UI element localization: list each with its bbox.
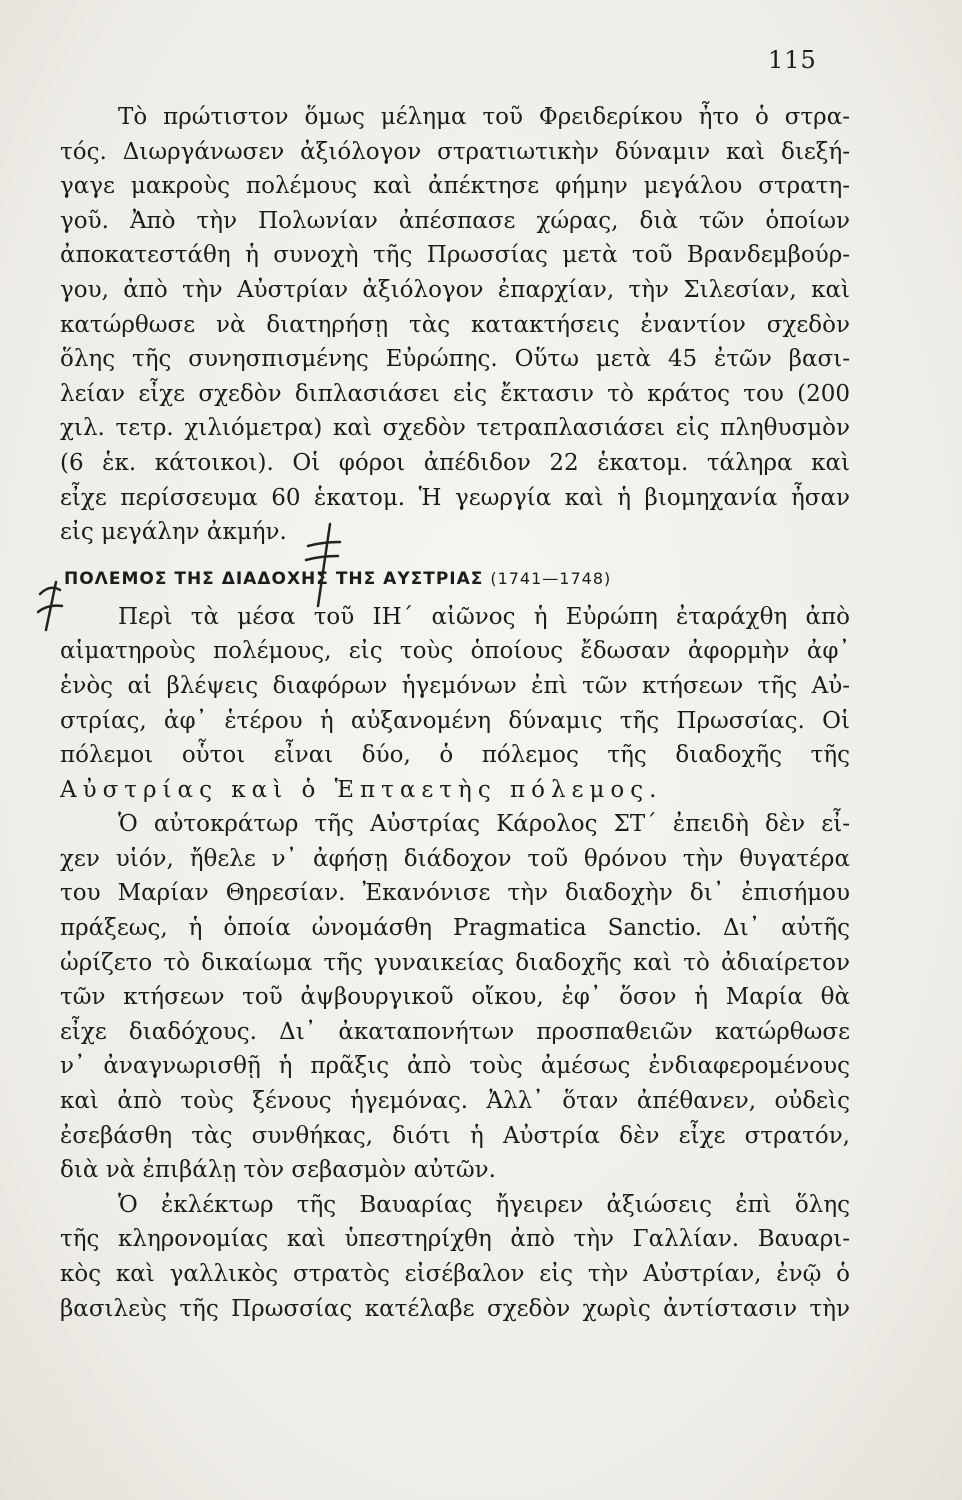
- paragraph-line: κὸς καὶ γαλλικὸς στρατὸς εἰσέβαλον εἰς τὴν Αὐστρίαν, ἐνῷ ὁ: [60, 1261, 850, 1287]
- paragraph-line: ν᾽ ἀναγνωρισθῇ ἡ πρᾶξις ἀπὸ τοὺς ἀμέσως ἐνδιαφερομένους: [60, 1053, 850, 1080]
- paragraph-line: του Μαρίαν Θηρεσίαν. Ἐκανόνισε τὴν διαδοχὴν δι᾽ ἐπισήμου: [60, 880, 850, 907]
- paragraph-line: ὅλης τῆς συνησπισμένης Εὐρώπης. Οὕτω μετὰ 45 ἐτῶν βασι-: [60, 346, 850, 373]
- paragraph-line: βασιλεὺς τῆς Πρωσσίας κατέλαβε σχεδὸν χωρὶς ἀντίστασιν τὴν: [60, 1295, 850, 1322]
- page-number: 115: [768, 46, 817, 74]
- paragraph-line: Ὁ ἐκλέκτωρ τῆς Βαυαρίας ἤγειρεν ἀξιώσεις ἐπὶ ὅλης: [118, 1191, 850, 1218]
- paragraph-line: πράξεως, ἡ ὁποία ὠνομάσθη Pragmatica Sanctio. Δι᾽ αὐτῆς: [60, 915, 850, 942]
- paragraph-line: εἰς μεγάλην ἀκμήν.: [60, 519, 287, 546]
- pencil-mark-icon: [300, 520, 350, 610]
- paragraph-line: καὶ ἀπὸ τοὺς ξένους ἡγεμόνας. Ἀλλ᾽ ὅταν ἀπέθανεν, οὐδεὶς: [60, 1088, 850, 1115]
- paragraph-line: αἱματηροὺς πολέμους, εἰς τοὺς ὁποίους ἔδωσαν ἀφορμὴν ἀφ᾽: [60, 638, 850, 665]
- paragraph-line: εἶχε διαδόχους. Δι᾽ ἀκαταπονήτων προσπαθειῶν κατώρθωσε: [60, 1018, 850, 1045]
- paragraph-line: εἶχε περίσσευμα 60 ἑκατομ. Ἡ γεωργία καὶ ἡ βιομηχανία ἦσαν: [60, 484, 850, 511]
- section-heading-years: (1741—1748): [490, 568, 612, 588]
- section-heading: [60, 558, 850, 600]
- paragraph-line: Αὐστρίας καὶ ὁ Ἑπταετὴς πόλεμος.: [60, 776, 663, 803]
- paragraph-line: Περὶ τὰ μέσα τοῦ ΙΗ΄ αἰῶνος ἡ Εὐρώπη ἐταράχθη ἀπὸ: [118, 603, 850, 630]
- paragraph-line: (6 ἑκ. κάτοικοι). Οἱ φόροι ἀπέδιδον 22 ἑκατομ. τάληρα καὶ: [60, 449, 850, 476]
- paragraph-line: χεν υἱόν, ἤθελε ν᾽ ἀφήσῃ διάδοχον τοῦ θρόνου τὴν θυγατέρα: [60, 845, 850, 872]
- paragraph-line: ἐσεβάσθη τὰς συνθήκας, διότι ἡ Αὐστρία δὲν εἶχε στρατόν,: [60, 1122, 850, 1149]
- paragraph-line: γαγε μακροὺς πολέμους καὶ ἀπέκτησε φήμην μεγάλου στρατη-: [60, 173, 850, 200]
- paragraph-line: τῆς κληρονομίας καὶ ὑπεστηρίχθη ἀπὸ τὴν Γαλλίαν. Βαυαρι-: [60, 1226, 850, 1253]
- paragraph-line: γοῦ. Ἀπὸ τὴν Πολωνίαν ἀπέσπασε χώρας, διὰ τῶν ὁποίων: [60, 207, 850, 234]
- paragraph-line: Ὁ αὐτοκράτωρ τῆς Αὐστρίας Κάρολος ΣΤ΄ ἐπειδὴ δὲν εἶ-: [118, 811, 850, 838]
- paragraph-line: χιλ. τετρ. χιλιόμετρα) καὶ σχεδὸν τετραπλασιάσει εἰς πληθυσμὸν: [60, 415, 850, 442]
- paragraph-line: τῶν κτήσεων τοῦ ἀψβουργικοῦ οἴκου, ἐφ᾽ ὅσον ἡ Μαρία θὰ: [60, 984, 850, 1011]
- paragraph-line: ὡρίζετο τὸ δικαίωμα τῆς γυναικείας διαδοχῆς καὶ τὸ ἀδιαίρετον: [60, 949, 850, 976]
- paragraph-line: τός. Διωργάνωσεν ἀξιόλογον στρατιωτικὴν δύναμιν καὶ διεξή-: [60, 138, 850, 165]
- body-text: [60, 100, 850, 1326]
- paragraph-line: ἑνὸς αἱ βλέψεις διαφόρων ἡγεμόνων ἐπὶ τῶν κτήσεων τῆς Αὐ-: [60, 672, 850, 699]
- paragraph-line: Τὸ πρώτιστον ὅμως μέλημα τοῦ Φρειδερίκου ἦτο ὁ στρα-: [118, 104, 850, 130]
- paragraph-line: γου, ἀπὸ τὴν Αὐστρίαν ἀξιόλογον ἐπαρχίαν, τὴν Σιλεσίαν, καὶ: [60, 276, 850, 303]
- section-heading-title: ΠΟΛΕΜΟΣ ΤΗΣ ΔΙΑΔΟΧΗΣ ΤΗΣ ΑΥΣΤΡΙΑΣ: [64, 568, 484, 589]
- paragraph-line: ἀποκατεστάθη ἡ συνοχὴ τῆς Πρωσσίας μετὰ τοῦ Βρανδεμβούρ-: [60, 242, 850, 269]
- paragraph-line: λείαν εἶχε σχεδὸν διπλασιάσει εἰς ἔκτασιν τὸ κράτος του (200: [60, 380, 850, 407]
- paragraph-line: διὰ νὰ ἐπιβάλῃ τὸν σεβασμὸν αὐτῶν.: [60, 1157, 496, 1184]
- paragraph-line: στρίας, ἀφ᾽ ἑτέρου ἡ αὐξανομένη δύναμις τῆς Πρωσσίας. Οἱ: [60, 707, 850, 734]
- paragraph-line: πόλεμοι οὗτοι εἶναι δύο, ὁ πόλεμος τῆς διαδοχῆς τῆς: [60, 742, 850, 769]
- paragraph-line: κατώρθωσε νὰ διατηρήσῃ τὰς κατακτήσεις ἐναντίον σχεδὸν: [60, 311, 850, 338]
- margin-pencil-mark-icon: [34, 578, 68, 634]
